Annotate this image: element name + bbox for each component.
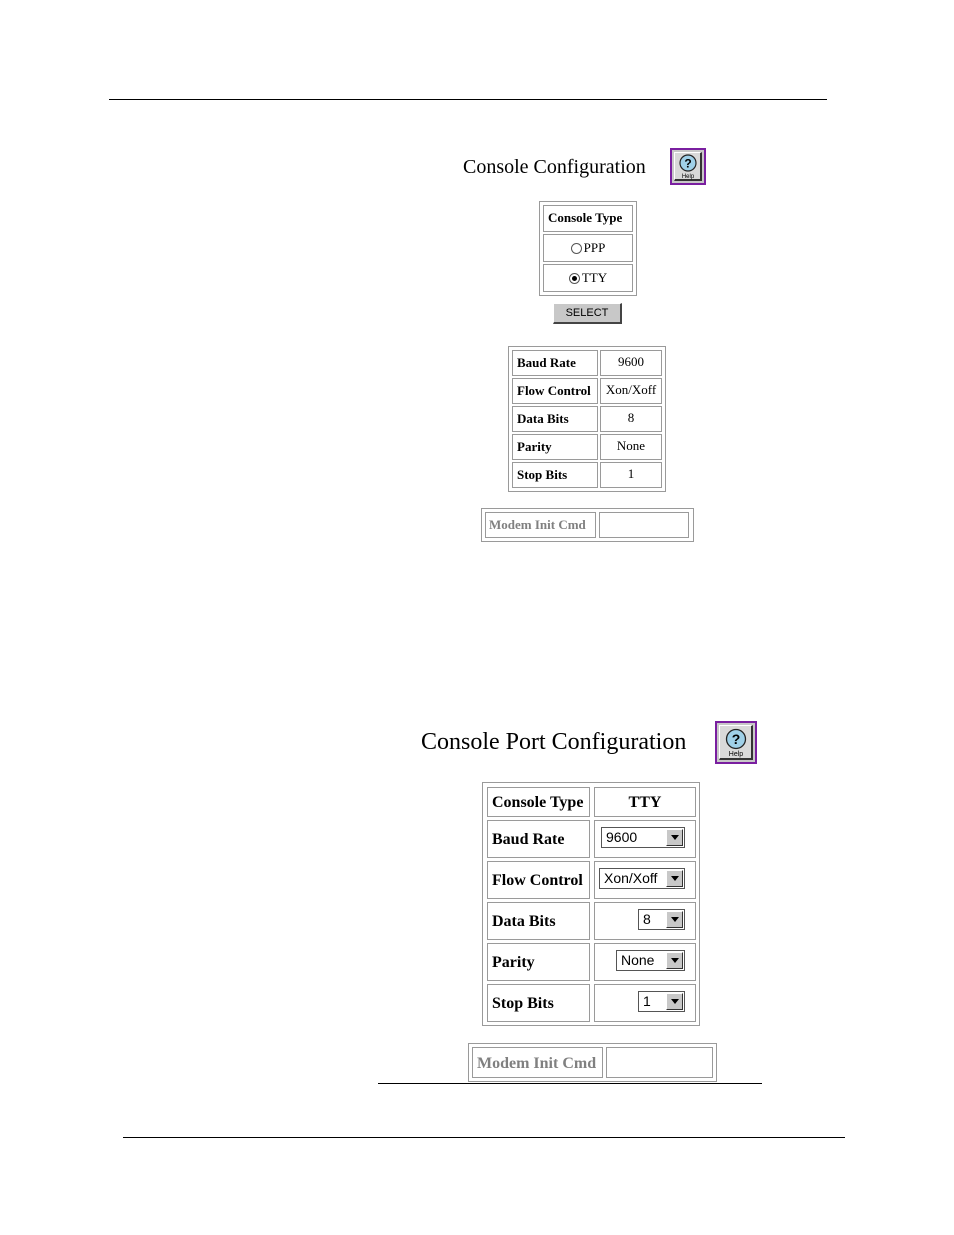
modem-init-field[interactable] <box>606 1047 713 1078</box>
select-button[interactable]: SELECT <box>553 303 622 324</box>
flow-control-label: Flow Control <box>512 378 598 404</box>
svg-text:Help: Help <box>728 751 744 758</box>
parity-value: None <box>600 434 662 460</box>
chevron-down-icon[interactable] <box>666 829 683 846</box>
modem-init-label: Modem Init Cmd <box>485 512 596 538</box>
chevron-down-icon[interactable] <box>666 993 683 1010</box>
console-type-option-ppp[interactable] <box>543 234 633 262</box>
flow-control-selected: Xon/Xoff <box>604 870 658 886</box>
tty-radio[interactable] <box>569 273 580 284</box>
stop-bits-label: Stop Bits <box>512 462 598 488</box>
chevron-down-icon[interactable] <box>666 911 683 928</box>
console-configuration-title: Console Configuration <box>463 156 646 178</box>
help-button[interactable] <box>670 148 706 185</box>
modem-init-table-2 <box>468 1043 717 1082</box>
baud-rate-label: Baud Rate <box>487 820 590 858</box>
stop-bits-selected: 1 <box>643 993 651 1009</box>
baud-rate-selected: 9600 <box>606 829 638 845</box>
ppp-label: PPP <box>583 240 606 255</box>
data-bits-label: Data Bits <box>512 406 598 432</box>
svg-text:Help: Help <box>681 174 695 180</box>
parity-label: Parity <box>512 434 598 460</box>
parity-select[interactable] <box>616 950 685 971</box>
flow-control-select[interactable] <box>599 868 685 889</box>
baud-rate-value: 9600 <box>600 350 662 376</box>
console-port-configuration-title: Console Port Configuration <box>421 729 687 755</box>
figure-rule <box>378 1083 762 1084</box>
svg-text:?: ? <box>731 731 741 747</box>
console-type-label: Console Type <box>487 787 590 817</box>
help-button-2[interactable] <box>715 721 757 764</box>
modem-init-field[interactable] <box>599 512 689 538</box>
chevron-down-icon[interactable] <box>666 952 683 969</box>
data-bits-selected: 8 <box>643 911 651 927</box>
stop-bits-value: 1 <box>600 462 662 488</box>
ppp-radio[interactable] <box>571 243 582 254</box>
stop-bits-select[interactable] <box>638 991 685 1012</box>
console-type-header: Console Type <box>543 205 633 232</box>
parity-selected: None <box>621 952 655 968</box>
console-type-option-tty[interactable] <box>543 264 633 292</box>
modem-init-label: Modem Init Cmd <box>472 1047 603 1078</box>
bottom-rule <box>123 1137 845 1138</box>
baud-rate-label: Baud Rate <box>512 350 598 376</box>
baud-rate-select[interactable] <box>601 827 685 848</box>
help-icon <box>717 723 755 762</box>
console-type-value: TTY <box>594 787 696 817</box>
flow-control-value: Xon/Xoff <box>600 378 662 404</box>
help-icon <box>672 150 704 183</box>
parity-label: Parity <box>487 943 590 981</box>
settings-table <box>508 346 666 492</box>
data-bits-value: 8 <box>600 406 662 432</box>
port-settings-table <box>482 782 700 1026</box>
stop-bits-label: Stop Bits <box>487 984 590 1022</box>
data-bits-label: Data Bits <box>487 902 590 940</box>
tty-label: TTY <box>581 270 608 285</box>
flow-control-label: Flow Control <box>487 861 590 899</box>
console-type-table <box>539 201 637 296</box>
svg-text:?: ? <box>684 156 692 171</box>
top-rule <box>109 99 827 100</box>
data-bits-select[interactable] <box>638 909 685 930</box>
chevron-down-icon[interactable] <box>666 870 683 887</box>
modem-init-table <box>481 508 694 542</box>
